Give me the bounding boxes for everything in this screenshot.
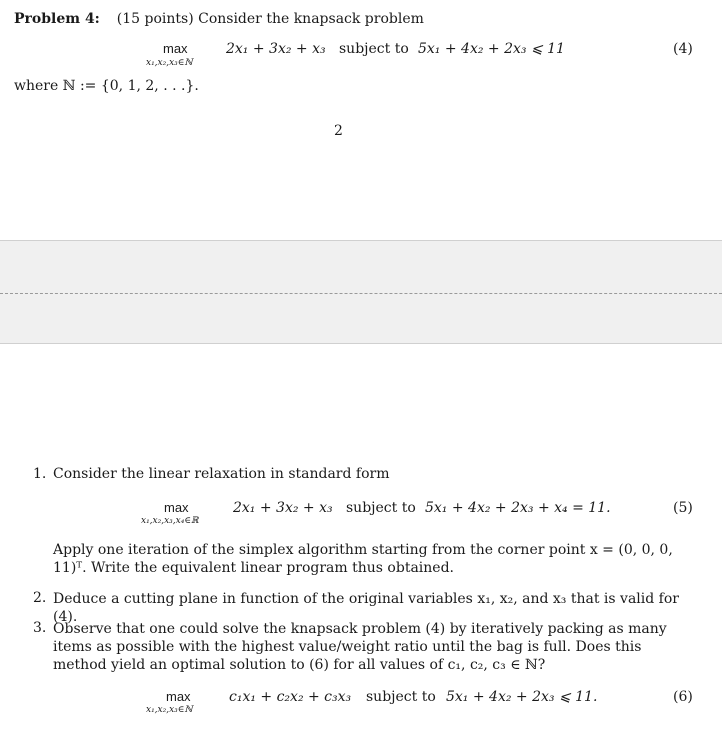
eq4-max: max: [163, 41, 188, 56]
eq5-objective: 2x₁ + 3x₂ + x₃: [233, 500, 333, 516]
page-gap: [0, 240, 722, 344]
page-break-line: [0, 293, 722, 294]
eq5-subscript: x₁,x₂,x₃,x₄∈ℝ: [141, 516, 199, 526]
eq4-constraint: 5x₁ + 4x₂ + 2x₃ ⩽ 11: [418, 41, 565, 57]
eq6-number: (6): [673, 689, 693, 705]
item-3-number: 3.: [33, 620, 47, 636]
item-2-text: Deduce a cutting plane in function of the original variables x₁, x₂, and x₃ that is valid for (4).: [53, 591, 679, 625]
where-text: where ℕ := {0, 1, 2, . . .}.: [14, 78, 199, 94]
eq5-constraint: 5x₁ + 4x₂ + 2x₃ + x₄ = 11.: [425, 500, 611, 516]
item-1-followup: Apply one iteration of the simplex algorithm starting from the corner point x = (0, 0, 0, 11)ᵀ. Write the equivalent linear program thus obtained.: [53, 542, 673, 576]
problem-intro: Consider the knapsack problem: [198, 11, 424, 27]
eq5-number: (5): [673, 500, 693, 516]
item-1-text: Consider the linear relaxation in standard form: [53, 466, 390, 482]
eq6-subject-to: subject to: [366, 689, 436, 705]
item-1-number: 1.: [33, 466, 47, 482]
eq4-number: (4): [673, 41, 693, 57]
eq4-subscript: x₁,x₂,x₃∈ℕ: [146, 58, 193, 68]
item-3-text: Observe that one could solve the knapsack problem (4) by iteratively packing as many items as possible with the highest value/weight ratio until the bag is full. Does this method yield an optimal solution to (6) for all values of c₁, c₂, c₃ ∈ ℕ?: [53, 621, 667, 673]
eq4-objective: 2x₁ + 3x₂ + x₃: [226, 41, 326, 57]
eq5-max: max: [164, 500, 189, 515]
eq4-subject-to: subject to: [339, 41, 409, 57]
problem-header: [14, 11, 424, 27]
eq6-subscript: x₁,x₂,x₃∈ℕ: [146, 705, 193, 715]
eq6-max: max: [166, 689, 191, 704]
problem-label: Problem 4:: [14, 11, 100, 27]
page-number: 2: [334, 123, 343, 139]
eq5-subject-to: subject to: [346, 500, 416, 516]
eq6-objective: c₁x₁ + c₂x₂ + c₃x₃: [229, 689, 352, 705]
item-2-number: 2.: [33, 590, 47, 606]
problem-points: (15 points): [116, 11, 194, 27]
eq6-constraint: 5x₁ + 4x₂ + 2x₃ ⩽ 11.: [446, 689, 598, 705]
